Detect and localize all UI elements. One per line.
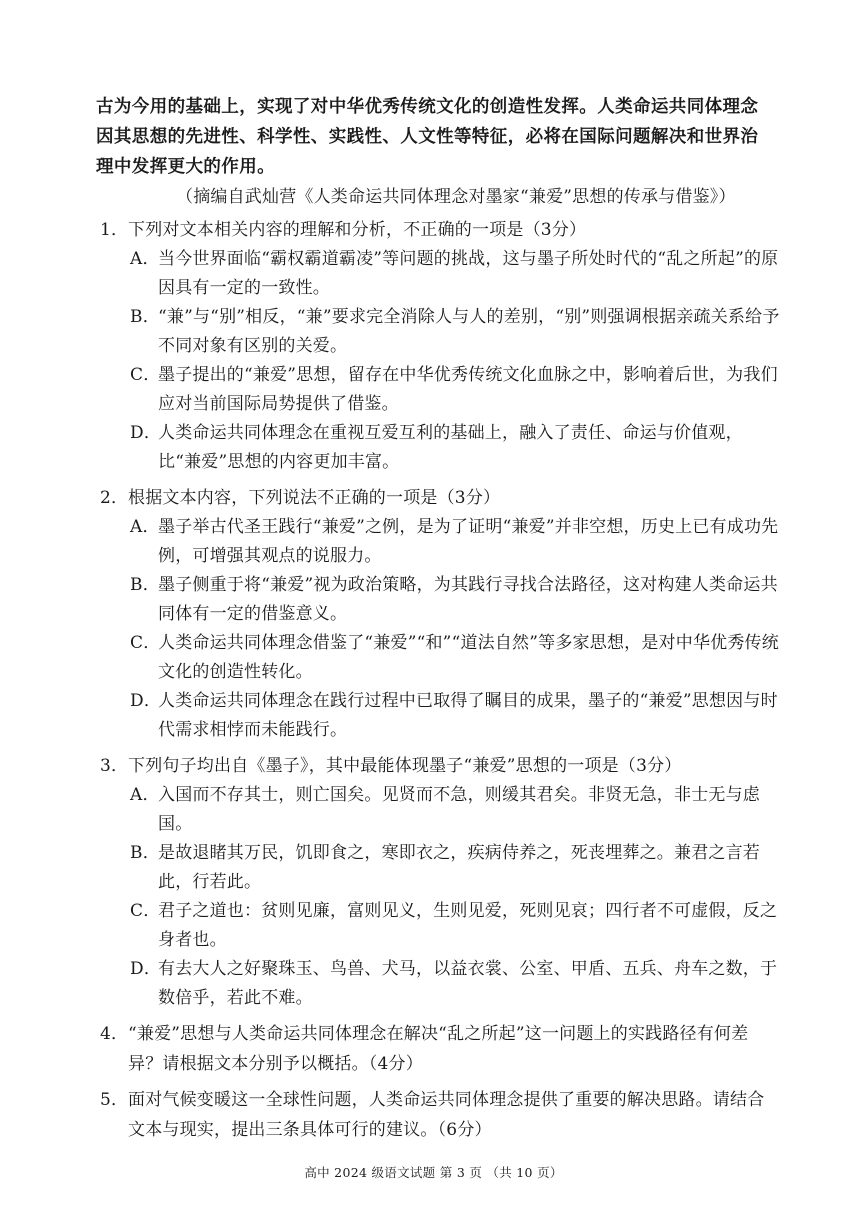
question-stem (100, 1019, 780, 1079)
option-text: 当今世界面临“霸权霸道霸凌”等问题的挑战，这与墨子所处时代的“乱之所起”的原因具有一定的一致性。 (158, 249, 779, 298)
option-d (100, 687, 780, 745)
question-stem (100, 215, 780, 245)
option-a (100, 245, 780, 303)
question-4 (100, 1019, 780, 1079)
option-label: A． (130, 517, 160, 537)
option-b (100, 303, 780, 361)
option-text: 墨子侧重于将“兼爱”视为政治策略，为其践行寻找合法路径，这对构建人类命运共同体有一定的借鉴意义。 (158, 575, 778, 624)
question-1 (100, 215, 780, 477)
question-2 (100, 483, 780, 745)
option-d (100, 955, 780, 1013)
option-b (100, 839, 780, 897)
option-label: B． (130, 843, 160, 863)
question-number: 1． (100, 220, 129, 240)
question-list (100, 215, 780, 1151)
question-number: 4． (100, 1024, 129, 1044)
option-label: C． (130, 901, 161, 921)
source-citation: （摘编自武灿营《人类命运共同体理念对墨家“兼爱”思想的传承与借鉴》） (176, 187, 736, 207)
question-text: 面对气候变暖这一全球性问题，人类命运共同体理念提供了重要的解决思路。请结合文本与现实，提出三条具体可行的建议。（6分） (128, 1090, 765, 1140)
option-b (100, 571, 780, 629)
option-a (100, 781, 780, 839)
option-label: A． (130, 249, 160, 269)
question-text: 根据文本内容，下列说法不正确的一项是（3分） (128, 488, 501, 508)
option-c (100, 629, 780, 687)
intro-paragraph (96, 92, 776, 182)
option-text: 君子之道也：贫则见廉，富则见义，生则见爱，死则见哀；四行者不可虚假，反之身者也。 (158, 901, 778, 950)
page-footer: 高中 2024 级语文试题 第 3 页 （共 10 页） (304, 1165, 563, 1180)
question-text: “兼爱”思想与人类命运共同体理念在解决“乱之所起”这一问题上的实践路径有何差异？请根据文本分别予以概括。（4分） (128, 1024, 749, 1074)
question-text: 下列对文本相关内容的理解和分析，不正确的一项是（3分） (128, 220, 587, 240)
option-text: 是故退睹其万民，饥即食之，寒即衣之，疾病侍养之，死丧埋葬之。兼君之言若此，行若此。 (158, 843, 760, 892)
option-c (100, 897, 780, 955)
question-number: 2． (100, 488, 129, 508)
question-number: 5． (100, 1090, 129, 1110)
question-stem (100, 483, 780, 513)
option-text: 人类命运共同体理念借鉴了“兼爱”“和”“道法自然”等多家思想，是对中华优秀传统文化的创造性转化。 (158, 633, 779, 682)
option-text: 入国而不存其士，则亡国矣。见贤而不急，则缓其君矣。非贤无急，非士无与虑国。 (158, 785, 760, 834)
option-d (100, 419, 780, 477)
option-label: C． (130, 365, 161, 385)
question-stem (100, 751, 780, 781)
option-label: B． (130, 307, 160, 327)
question-text: 下列句子均出自《墨子》，其中最能体现墨子“兼爱”思想的一项是（3分） (128, 756, 682, 776)
option-text: 墨子举古代圣王践行“兼爱”之例，是为了证明“兼爱”并非空想，历史上已有成功先例，可增强其观点的说服力。 (158, 517, 779, 566)
question-5 (100, 1085, 780, 1145)
option-label: A． (130, 785, 160, 805)
option-label: B． (130, 575, 160, 595)
option-text: 人类命运共同体理念在践行过程中已取得了瞩目的成果，墨子的“兼爱”思想因与时代需求相悖而未能践行。 (158, 691, 778, 740)
option-label: D． (130, 959, 162, 979)
option-text: “兼”与“别”相反，“兼”要求完全消除人与人的差别，“别”则强调根据亲疏关系给予不同对象有区别的关爱。 (158, 307, 780, 356)
option-label: D． (130, 691, 162, 711)
option-label: D． (130, 423, 162, 443)
option-label: C． (130, 633, 161, 653)
option-c (100, 361, 780, 419)
intro-text: 古为今用的基础上，实现了对中华优秀传统文化的创造性发挥。人类命运共同体理念因其思想的先进性、科学性、实践性、人文性等特征，必将在国际问题解决和世界治理中发挥更大的作用。 (96, 97, 759, 177)
option-text: 墨子提出的“兼爱”思想，留存在中华优秀传统文化血脉之中，影响着后世，为我们应对当前国际局势提供了借鉴。 (158, 365, 778, 414)
question-stem (100, 1085, 780, 1145)
option-text: 人类命运共同体理念在重视互爱互利的基础上，融入了责任、命运与价值观，比“兼爱”思想的内容更加丰富。 (158, 423, 743, 472)
option-a (100, 513, 780, 571)
question-number: 3． (100, 756, 129, 776)
question-3 (100, 751, 780, 1013)
option-text: 有去大人之好聚珠玉、鸟兽、犬马，以益衣裳、公室、甲盾、五兵、舟车之数，于数倍乎，若此不难。 (158, 959, 778, 1008)
